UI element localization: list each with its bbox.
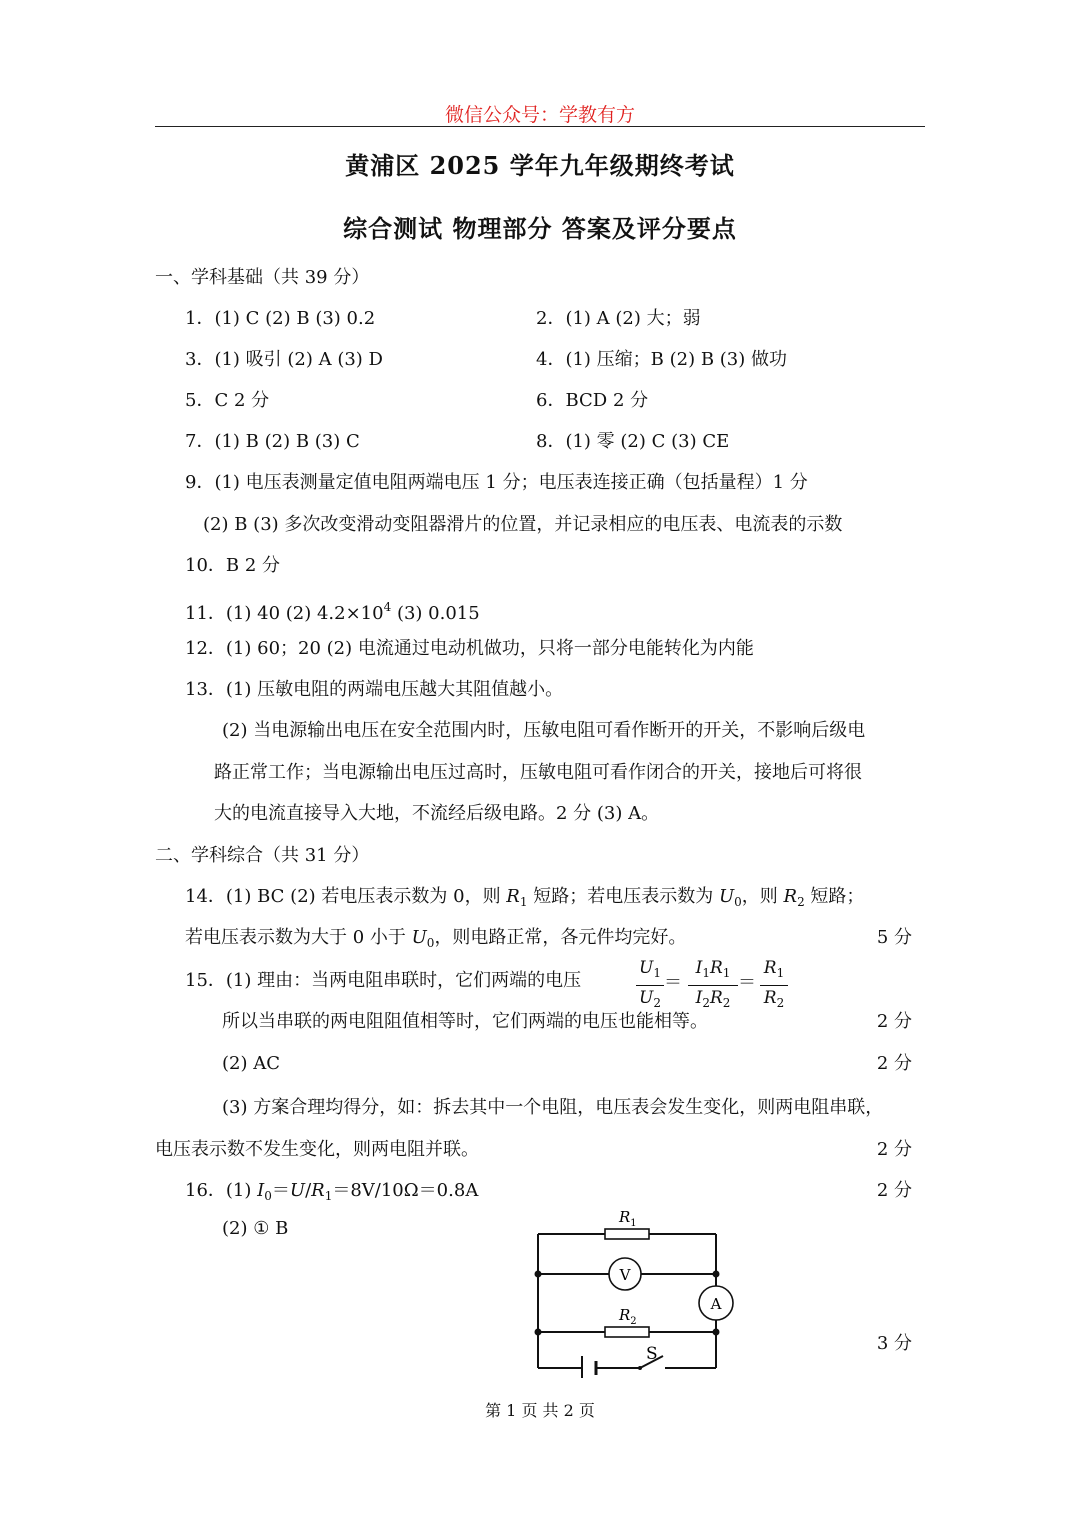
q14-u-sub: 0 (734, 895, 742, 909)
answer-q15-part3-line2: 电压表示数不发生变化，则两电阻并联。 (155, 1139, 479, 1160)
frac3-num-symbol: R (763, 958, 777, 978)
switch-pivot (638, 1366, 642, 1370)
q14-text-6: ，则电路正常，各元件均完好。 (434, 927, 687, 948)
answer-q7: 7．(1) B (2) B (3) C (185, 431, 360, 452)
section1-heading: 一、学科基础（共 39 分） (155, 267, 370, 288)
answer-q10: 10．B 2 分 (185, 555, 281, 576)
answer-q15-part2: (2) AC (222, 1053, 280, 1074)
q14-text-5: 若电压表示数为大于 0 小于 (185, 927, 412, 948)
q15-score-1: 2 分 (876, 1011, 912, 1032)
q14-u-symbol: U (718, 886, 735, 907)
answer-q14-line1 (185, 884, 864, 915)
answer-q5: 5．C 2 分 (185, 390, 270, 411)
frac1-den-symbol: U (639, 988, 654, 1008)
junction-4 (713, 1329, 720, 1336)
q16-i-sub: 0 (264, 1189, 272, 1203)
answer-q13-line2: (2) 当电源输出电压在安全范围内时，压敏电阻可看作断开的开关，不影响后级电 (222, 720, 866, 741)
header-rule (155, 126, 925, 127)
frac2-num-i: I (695, 958, 703, 978)
q14-score: 5 分 (876, 927, 912, 948)
answer-q16-part2: (2) ① B (222, 1218, 289, 1239)
section2-heading: 二、学科综合（共 31 分） (155, 845, 370, 866)
q15-score-2: 2 分 (876, 1053, 912, 1074)
answer-q8: 8．(1) 零 (2) C (3) CE (536, 431, 730, 452)
q16-eq-sign: ＝ (271, 1180, 290, 1201)
q14-r-symbol: R (506, 886, 520, 907)
q16-equation: ＝8V/10Ω＝0.8A (332, 1180, 479, 1201)
frac2-den-i: I (695, 988, 703, 1008)
answer-q11-exponent: 4 (383, 600, 392, 614)
junction-2 (535, 1329, 542, 1336)
q16-i-symbol: I (257, 1180, 265, 1201)
page-footer: 第 1 页 共 2 页 (485, 1401, 595, 1420)
q16-label: 16．(1) (185, 1180, 258, 1201)
answer-q9-line1: 9．(1) 电压表测量定值电阻两端电压 1 分；电压表连接正确（包括量程）1 分 (185, 472, 808, 493)
q14-r2-sub: 2 (797, 895, 805, 909)
page-subtitle: 综合测试 物理部分 答案及评分要点 (343, 214, 737, 243)
answer-q6: 6．BCD 2 分 (536, 390, 649, 411)
equals-sign-2: ＝ (738, 972, 756, 993)
frac3-den-symbol: R (763, 988, 777, 1008)
answer-q2: 2．(1) A (2) 大；弱 (536, 308, 701, 329)
frac1-num-sub: 1 (653, 966, 661, 980)
circuit-diagram (520, 1198, 760, 1378)
answer-q9-line2: (2) B (3) 多次改变滑动变阻器滑片的位置，并记录相应的电压表、电流表的示数 (203, 514, 843, 535)
fraction-r1-r2 (760, 957, 788, 1014)
q16-u-symbol: U (289, 1180, 306, 1201)
label-ammeter: A (710, 1295, 722, 1313)
q14-text-4: 短路； (804, 886, 865, 907)
answer-q14-line2 (185, 925, 686, 956)
q14-u0-sub: 0 (426, 936, 435, 950)
answer-q11-text: 11．(1) 40 (2) 4.2×10 (185, 603, 384, 624)
answer-q15-line1: 15．(1) 理由：当两电阻串联时，它们两端的电压 (185, 970, 582, 991)
q16-r-sub: 1 (324, 1189, 333, 1203)
equals-sign-1: ＝ (664, 972, 682, 993)
answer-q16-part1 (185, 1178, 478, 1209)
wechat-header: 微信公众号：学教有方 (444, 104, 635, 126)
answer-q1: 1．(1) C (2) B (3) 0.2 (185, 308, 376, 329)
q14-r-sub: 1 (519, 895, 528, 909)
answer-q13-line1: 13．(1) 压敏电阻的两端电压越大其阻值越小。 (185, 679, 564, 700)
frac2-den-i-sub: 2 (702, 996, 710, 1010)
frac2-den-r: R (709, 988, 723, 1008)
q16-score-1: 2 分 (876, 1180, 912, 1201)
answer-q13-line4: 大的电流直接导入大地，不流经后级电路。2 分 (3) A。 (214, 803, 660, 824)
q15-score-3: 2 分 (876, 1139, 912, 1160)
frac2-num-r-sub: 1 (722, 966, 731, 980)
label-r2: $R_2$ (619, 1306, 637, 1327)
frac3-den-sub: 2 (776, 996, 785, 1010)
page-title: 黄浦区 2025 学年九年级期终考试 (345, 151, 735, 180)
junction-3 (713, 1271, 720, 1278)
q14-r2-symbol: R (783, 886, 798, 907)
answer-q12: 12．(1) 60；20 (2) 电流通过电动机做功，只将一部分电能转化为内能 (185, 638, 754, 659)
q16-r-symbol: R (311, 1180, 325, 1201)
fraction-i1r1-i2r2 (688, 957, 738, 1014)
label-r1: $R_1$ (619, 1208, 637, 1229)
frac1-num-symbol: U (639, 958, 654, 978)
resistor-r1 (605, 1229, 649, 1239)
frac1-den-sub: 2 (653, 996, 661, 1010)
fraction-u1-u2 (636, 957, 664, 1014)
q14-text-3: ，则 (741, 886, 784, 907)
q14-text-2: 短路；若电压表示数为 (527, 886, 719, 907)
q16-score-2: 3 分 (876, 1333, 912, 1354)
answer-q4: 4．(1) 压缩；B (2) B (3) 做功 (536, 349, 788, 370)
q14-u0-symbol: U (411, 927, 427, 948)
frac3-num-sub: 1 (776, 966, 785, 980)
frac2-num-r: R (709, 958, 723, 978)
answer-q15-part3-line1: (3) 方案合理均得分，如：拆去其中一个电阻，电压表会发生变化，则两电阻串联， (222, 1097, 884, 1118)
junction-1 (535, 1271, 542, 1278)
label-voltmeter: V (619, 1266, 631, 1284)
answer-q3: 3．(1) 吸引 (2) A (3) D (185, 349, 383, 370)
resistor-r2 (605, 1327, 649, 1337)
answer-q15-line2: 所以当串联的两电阻阻值相等时，它们两端的电压也能相等。 (222, 1011, 708, 1032)
q14-text-1: 14．(1) BC (2) 若电压表示数为 0，则 (185, 886, 507, 907)
answer-q11-tail: (3) 0.015 (391, 603, 480, 624)
frac2-den-r-sub: 2 (722, 996, 731, 1010)
answer-q11 (185, 594, 480, 627)
q16-slash: / (305, 1180, 312, 1201)
label-switch: S (646, 1344, 658, 1364)
answer-q13-line3: 路正常工作；当电源输出电压过高时，压敏电阻可看作闭合的开关，接地后可将很 (214, 762, 862, 783)
frac2-num-i-sub: 1 (702, 966, 710, 980)
